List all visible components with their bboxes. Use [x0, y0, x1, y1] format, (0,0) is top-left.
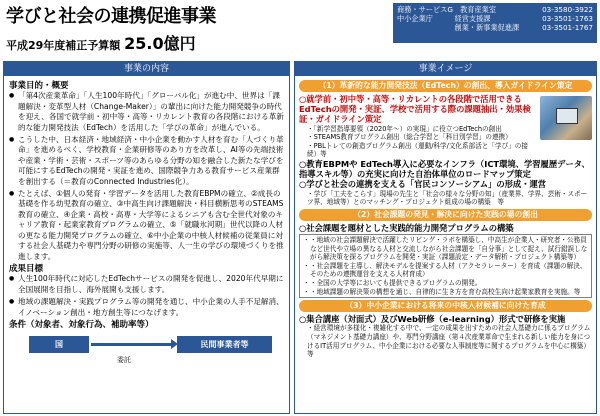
purpose-list: [9, 91, 284, 262]
page-title: 学びと社会の連携促進事業: [6, 6, 216, 27]
section-bar: （3）中小企業における将来の中核人材候補に向けた育成: [299, 300, 592, 312]
contact-box: [393, 3, 597, 43]
item-heading: ○社会課題を題材とした実践的能力開発プログラムの構築: [299, 222, 514, 233]
contact-tel: 03-3580-3922: [542, 5, 593, 14]
business-content-panel: [3, 61, 290, 414]
budget-amount: 25.0億円: [124, 34, 196, 53]
item-heading: ○学びと社会の連携を支える「官民コンソーシアム」の形成・運営: [299, 179, 547, 190]
funding-flow: [9, 332, 284, 372]
sub-item: ・STEAMS教育プログラム創出（総合学習と「科目別学習」の連携）: [307, 133, 512, 142]
contact-row: [397, 5, 593, 14]
purpose-title: 事業目的・概要: [9, 81, 69, 91]
contact-org: 創業・新事業促進課: [397, 23, 520, 33]
list-item: ● 地域の課題解決・実践プログラム等の開発を通じ、中小企業の人手不足解消、イノベーション創出・地方創生等につなげます。: [9, 297, 284, 318]
item-heading: ○集合講座（対面式）及びWeb研修（e-learning）形式で研修を実施: [299, 314, 566, 325]
section-bar: （2）社会課題の発見・解決に向けた実践の場の創出: [299, 209, 592, 221]
budget-label: 平成29年度補正予算額: [6, 39, 121, 52]
sub-item: ・PBLトレての創造プログラム創出（運動/科学/文化系部活と「学び」の接続）等: [307, 141, 528, 159]
list-item: ・ ・地域の社会課題解決で活躍したリビング・ラボを構築し、中高生が企業人・研究者・公務員など世代や立場の異なる人材と交流しながら社会課題を「自分事」として捉え、試行錯誤しながら解決策を探るプログラムを開発・実証（課題設定・データ解析・プロジェクト構築等）: [303, 236, 588, 262]
kpi-title: 成果目標: [9, 263, 44, 274]
budget-line: [6, 31, 196, 54]
contact-row: [397, 23, 593, 32]
contact-org: 中小企業庁 経営支援課: [397, 14, 491, 24]
contact-org: 商務・サービスG 教育産業室: [397, 5, 497, 14]
business-image-panel: [294, 61, 597, 414]
panel-header: 事業の内容: [4, 62, 289, 76]
flow-target-box: 民間事業者等: [177, 336, 272, 353]
contact-tel: 03-3501-1767: [542, 23, 593, 33]
contact-tel: 03-3501-1763: [542, 14, 593, 24]
list-item: ● 人生100年時代に対応したEdTechサービスの開発を促進し、2020年代早期に全国展開を目指し、海外展開も支援します。: [9, 274, 284, 295]
contact-row: [397, 14, 593, 23]
list-item: ・ ・全国の大学等においても提供できるプログラムの開発。: [303, 279, 588, 288]
list-item: ● こうした中、日本経済・地域経済・中小企業を動かす人材を育む「人づくり革命」を進めるべく、学校教育・企業研修等のあり方を改革し、AI等の先端技術や産業・学術・芸術・スポーツ等のあらゆる分野の知を融合した新たな学びを可能にするEdTechの開発・実証を進め、国際競争力ある教育サービス産業群を創出する（＝教育のConnected Industries化）。: [9, 135, 284, 187]
list-item: ・ ・地域課題の解決策の構想を通じ、自律的に生き方を育む高校生向け起業家教育を実施。等: [303, 288, 588, 297]
classroom-photo: [540, 96, 592, 140]
sub-item: ・「新学習指導要領（2020年～）の実現」に役立つEdTechの創出: [307, 124, 502, 133]
list-item: ● 「第4次産業革命」「人生100年時代」「グローバル化」が進む中、世界は「課題解決・変革型人材（Change-Maker）」の輩出に向けた能力開発競争の時代を迎え、各国で就学前・初中等・高等・リカレント教育の各段階における革新的な能力開発技法（EdTech）を活用した「学びの革命」が進んでいる。: [9, 91, 284, 133]
list-item: ・ ・社会課題を主導し、解決モデルを提案する人材（アクセラレーター）を育成（課題の解決、そのための連携運営を支える人材育成）: [303, 262, 588, 279]
arrow-right-icon: [91, 343, 173, 346]
kpi-list: [9, 274, 284, 318]
panel-header: 事業イメージ: [295, 62, 596, 76]
sub-item: ・経営環境が多様化・複雑化する中で、一定の成果を出すための社会人基礎力に係るプログラム（マネジメント基礎力講座）や、専門分野講座（第４次産業革命で生まれる新しい能力を身につけるIT活用プログラム、中小企業における必要な人事制度等に関するプログラムを中心に構築）等: [307, 324, 591, 359]
section-bar: （1）革新的な能力開発技法（EdTech）の創出、導入ガイドライン策定: [299, 80, 592, 92]
flow-caption: 委託: [117, 356, 131, 365]
detail-box: [299, 234, 592, 298]
sub-item: ・学び「工夫をこらす」現場の先生と「社会の様々な分野の知」（産業界、学界、芸術・スポーツ界、地域等）とのマッチング・プロジェクト組成の場の構築 等: [307, 189, 588, 207]
list-item: ● たとえば、①個人の発育・学習データを活用した教育EBPMの確立、②成長の基礎を作る幼児教育の確立、③中高生向け課題解決・科目横断思考のSTEAMS教育の確立、④企業・高校・高専・大学等によるシニアも含む全世代対象のキャリア教育・起業家教育プログラムの確立、⑤「就職氷河期」世代以降の人材の更なる能力開発プログラムの確立、⑥中小企業の中核人材候補の従業員に対する社会人基礎力や専門分野の研修の実施等、人一生の学びの環境づくりを推進します。: [9, 189, 284, 262]
item-heading: ○就学前・初中等・高等・リカレントの各段階で活用できるEdTechの開発・実証、学校で活用する際の課題抽出・効果検証・ガイドライン策定: [299, 94, 531, 125]
condition-title: 条件（対象者、対象行為、補助率等）: [9, 319, 154, 330]
item-heading: ○教育EBPMや EdTech導入に必要なインフラ（ICT環境、学習履歴データ、指導スキル等）の充実に向けた自治体単位のロードマップ策定: [299, 158, 590, 180]
flow-source-box: 国: [29, 336, 89, 353]
